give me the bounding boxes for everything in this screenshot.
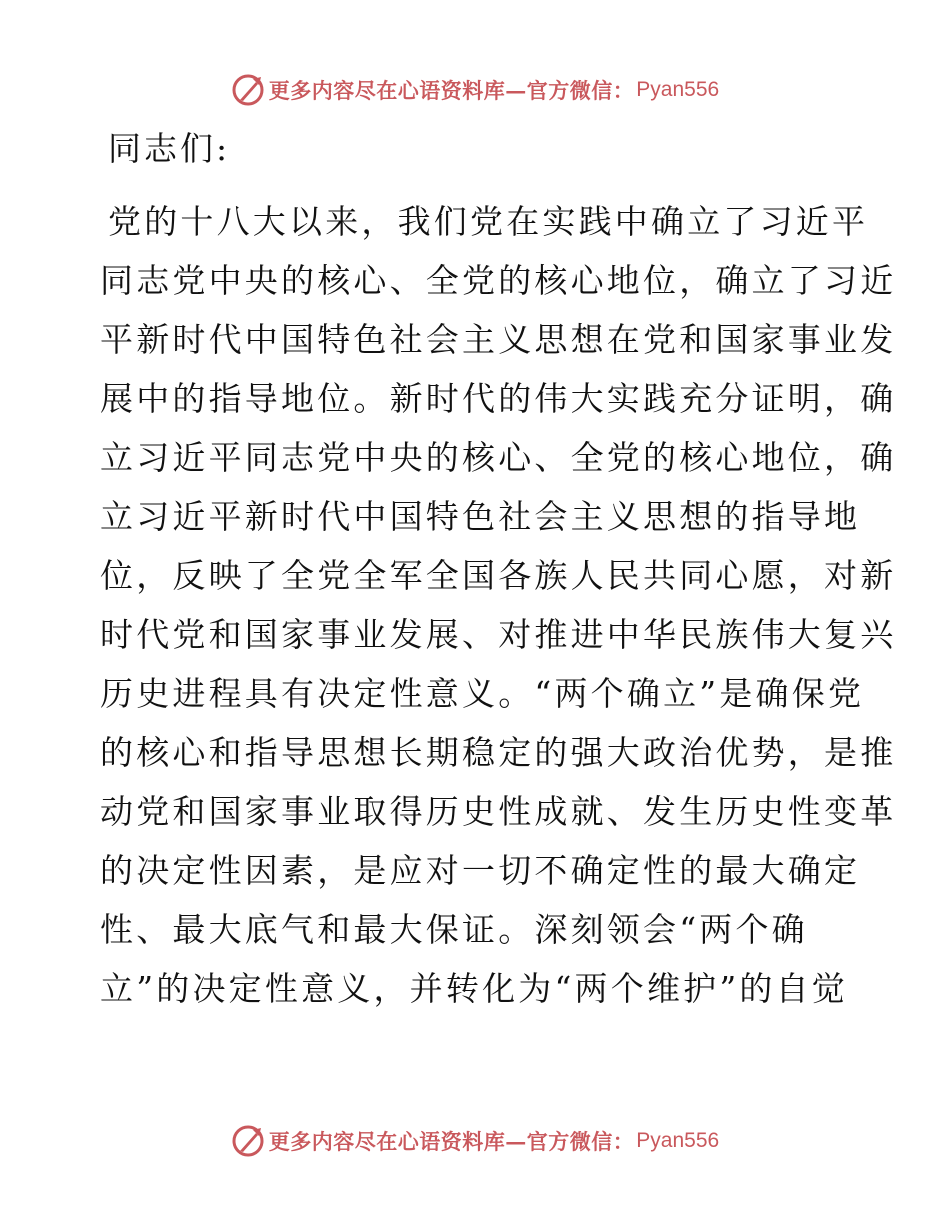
watermark-wechat-id: Pyan556 [636,1129,720,1152]
text-line: 时代党和国家事业发展、对推进中华民族伟大复兴 [100,615,897,654]
text-line: 平新时代中国特色社会主义思想在党和国家事业发 [100,320,897,359]
text-line: 党的十八大以来，我们党在实践中确立了习近平 [108,202,869,241]
text-line: 立”的决定性意义，并转化为“两个维护”的自觉 [100,969,849,1008]
text-line: 的决定性因素，是应对一切不确定性的最大确定 [100,851,861,890]
header-watermark [0,72,950,108]
body-paragraph [100,192,897,1018]
watermark-text: 更多内容尽在心语资料库—官方微信： [268,1129,635,1154]
text-line: 的核心和指导思想长期稳定的强大政治优势，是推 [100,733,897,772]
quill-logo-icon [231,1124,265,1158]
watermark-text: 更多内容尽在心语资料库—官方微信： [268,78,635,103]
text-line: 历史进程具有决定性意义。“两个确立”是确保党 [100,674,865,713]
text-line: 立习近平同志党中央的核心、全党的核心地位，确 [100,438,897,477]
text-line: 性、最大底气和最大保证。深刻领会“两个确 [100,910,808,949]
text-line: 立习近平新时代中国特色社会主义思想的指导地 [100,497,861,536]
quill-logo-icon [231,73,265,107]
text-line: 位，反映了全党全军全国各族人民共同心愿，对新 [100,556,897,595]
salutation: 同志们: [108,129,231,168]
footer-watermark [0,1123,950,1159]
text-line: 展中的指导地位。新时代的伟大实践充分证明，确 [100,379,897,418]
text-line: 同志党中央的核心、全党的核心地位，确立了习近 [100,261,897,300]
text-line: 动党和国家事业取得历史性成就、发生历史性变革 [100,792,897,831]
watermark-wechat-id: Pyan556 [636,78,720,101]
